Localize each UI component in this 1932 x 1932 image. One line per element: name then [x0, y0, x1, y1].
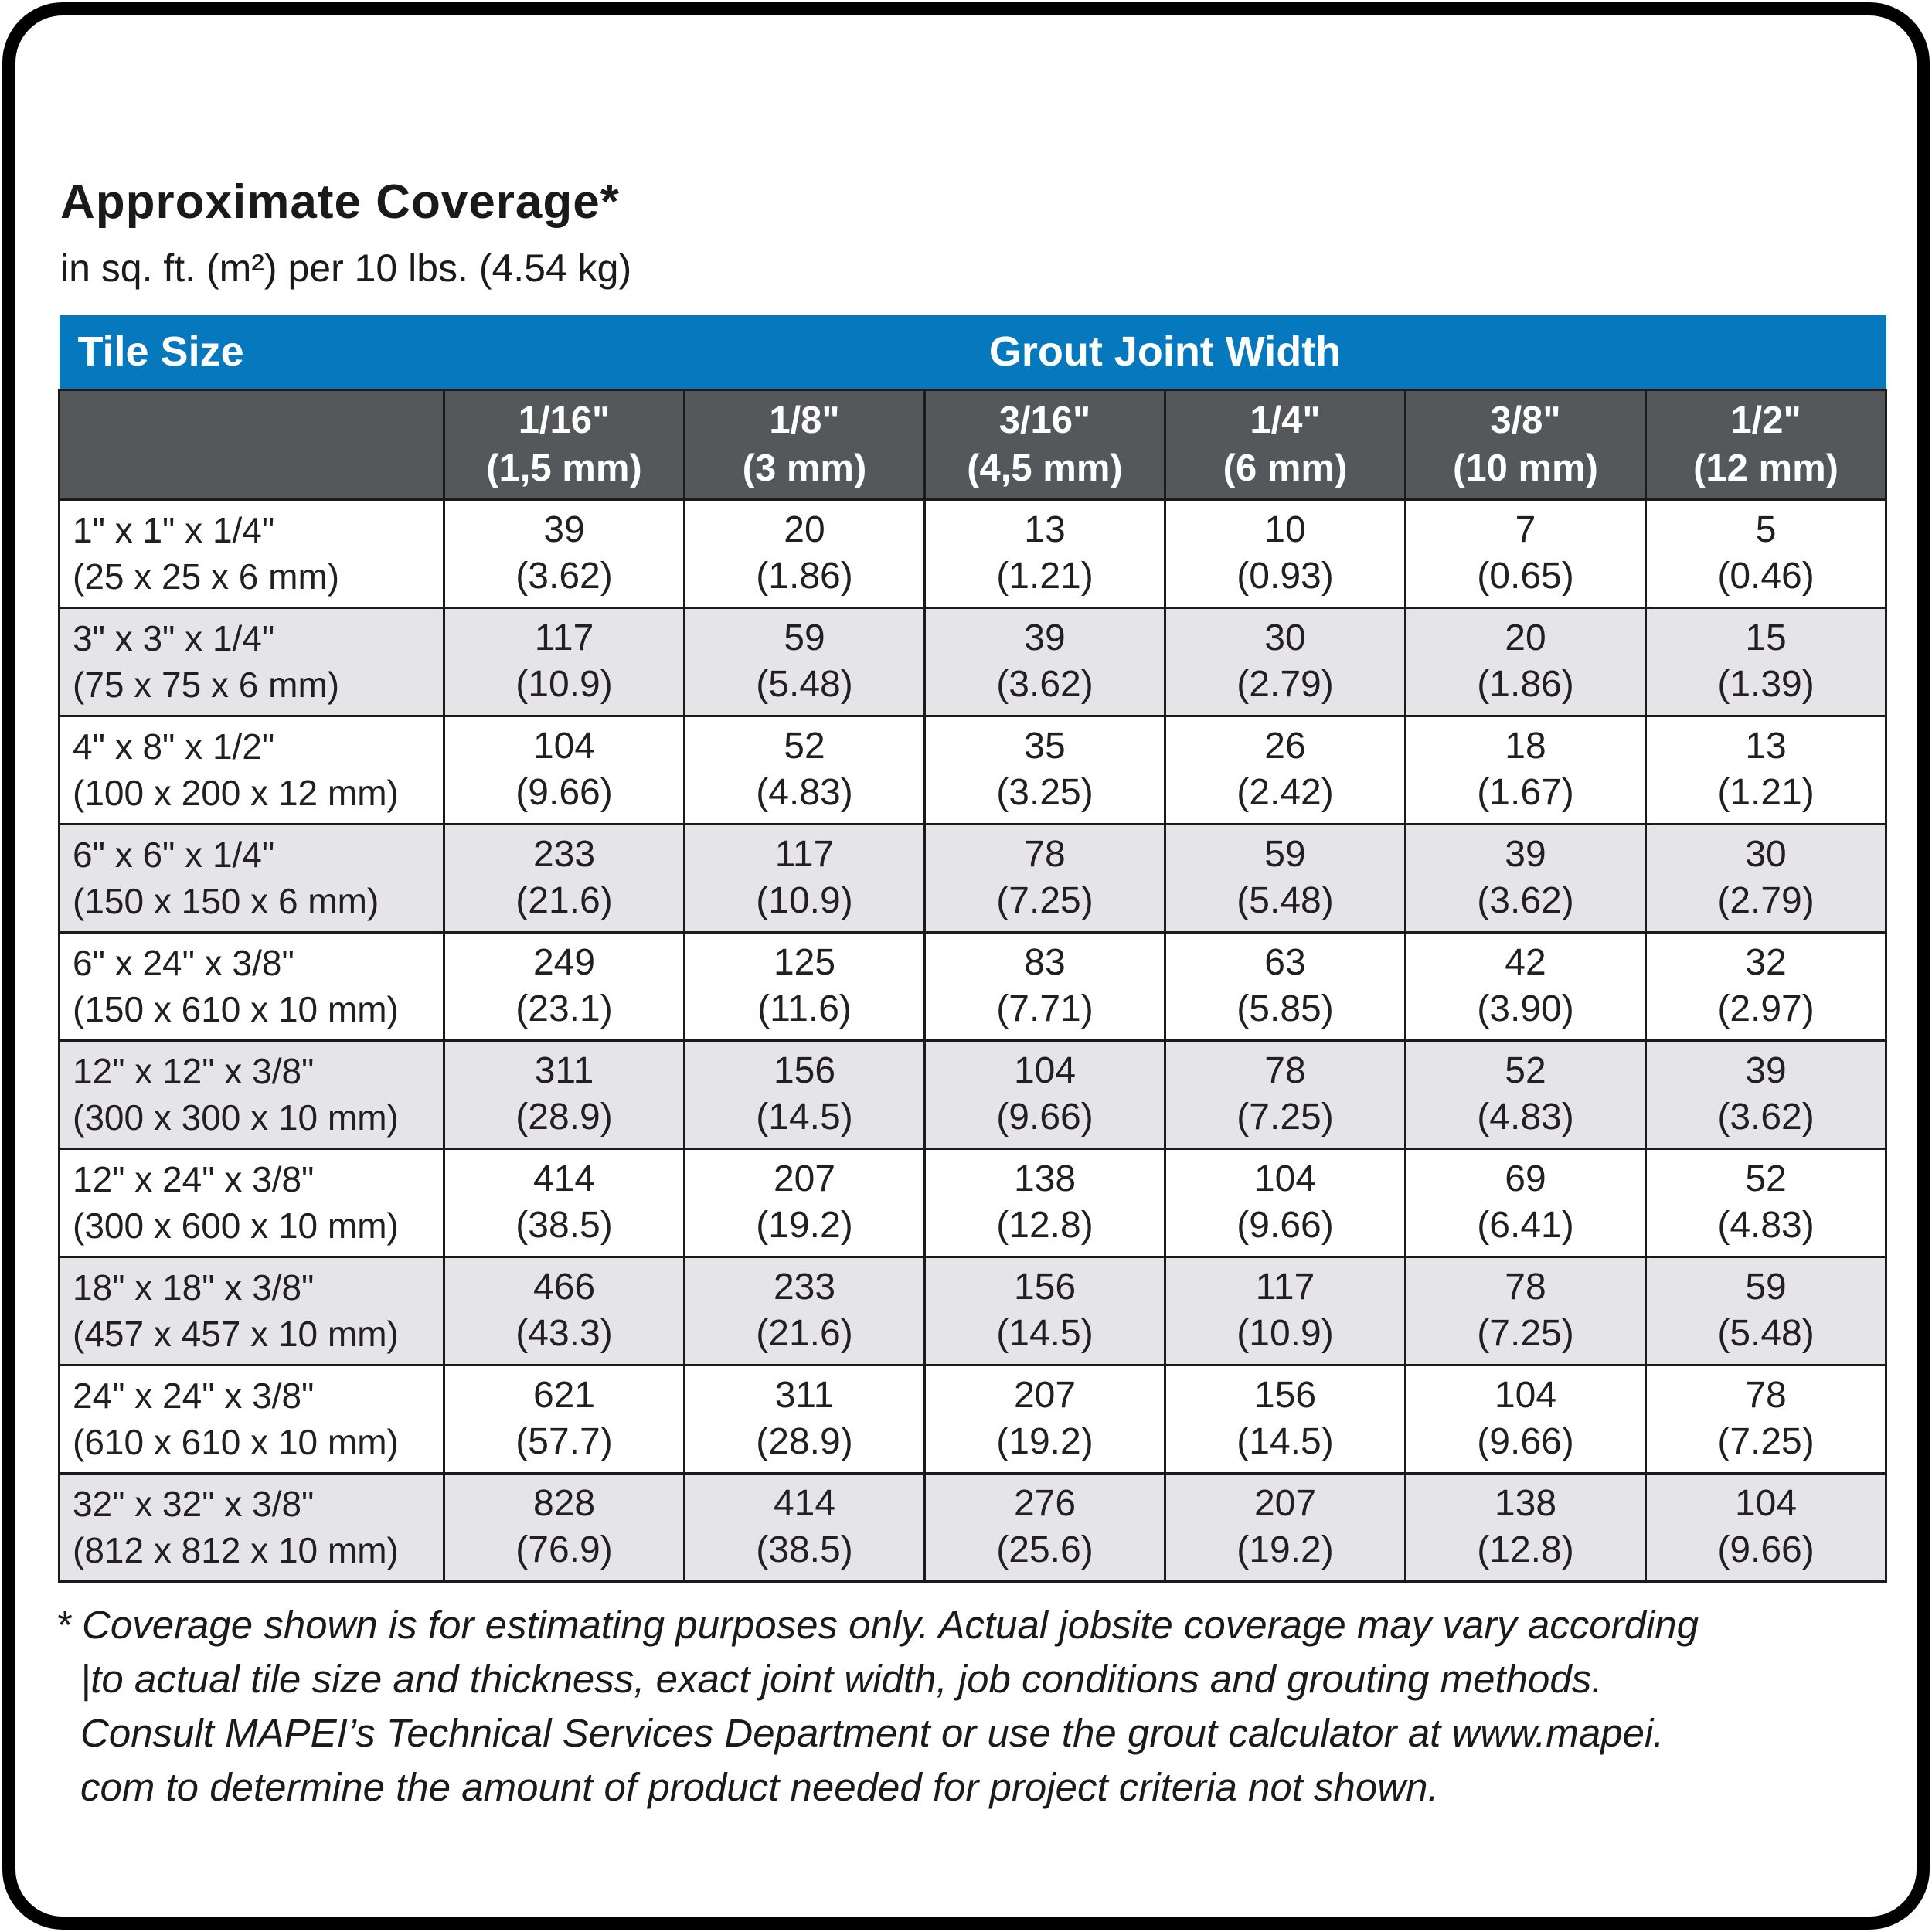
coverage-sqm: (1.21) — [996, 556, 1094, 597]
coverage-sqft: 39 — [1745, 1050, 1787, 1091]
coverage-sqm: (10.9) — [756, 880, 853, 921]
footnote-line: Consult MAPEI’s Technical Services Department or use the grout calculator at www.mapei. — [80, 1711, 1665, 1755]
coverage-cell — [685, 1365, 925, 1473]
grout-width-column-header — [444, 389, 685, 499]
coverage-cell — [685, 1473, 925, 1581]
tile-size-header: Tile Size — [60, 315, 444, 389]
coverage-sqft: 117 — [774, 834, 835, 875]
corner-cell — [60, 389, 444, 499]
table-row — [60, 1257, 1886, 1365]
coverage-cell — [685, 499, 925, 607]
tile-size-mm: (300 x 600 x 10 mm) — [73, 1206, 399, 1246]
coverage-cell — [1646, 716, 1886, 824]
coverage-sqm: (0.46) — [1717, 556, 1815, 597]
tile-size-cell — [60, 1257, 444, 1365]
coverage-cell — [1406, 716, 1646, 824]
coverage-sqft: 156 — [773, 1050, 836, 1091]
coverage-sqm: (76.9) — [515, 1529, 613, 1570]
coverage-sqm: (2.97) — [1717, 988, 1815, 1029]
coverage-sqft: 207 — [773, 1158, 836, 1199]
grout-width-mm: (10 mm) — [1453, 447, 1598, 489]
coverage-sqm: (9.66) — [1717, 1529, 1815, 1570]
coverage-sqft: 15 — [1745, 617, 1787, 658]
coverage-cell — [1165, 1473, 1406, 1581]
coverage-sqft: 30 — [1264, 617, 1306, 658]
tile-size-inches: 6" x 24" x 3/8" — [73, 943, 294, 983]
grout-width-column-header — [685, 389, 925, 499]
table-row — [60, 1040, 1886, 1148]
coverage-cell — [1165, 932, 1406, 1040]
coverage-sqft: 52 — [1505, 1050, 1546, 1091]
coverage-sqm: (0.93) — [1236, 556, 1334, 597]
page-subtitle: in sq. ft. (m²) per 10 lbs. (4.54 kg) — [60, 247, 632, 290]
coverage-sqm: (19.2) — [1236, 1529, 1334, 1570]
table-row — [60, 824, 1886, 932]
coverage-cell — [444, 1473, 685, 1581]
tile-size-cell — [60, 499, 444, 607]
coverage-sqft: 138 — [1013, 1158, 1077, 1199]
tile-size-mm: (457 x 457 x 10 mm) — [73, 1314, 399, 1354]
coverage-sqm: (7.25) — [1236, 1097, 1334, 1138]
coverage-sqft: 117 — [1255, 1267, 1315, 1308]
coverage-sqm: (28.9) — [756, 1421, 853, 1462]
coverage-cell — [1646, 1473, 1886, 1581]
tile-size-cell — [60, 1473, 444, 1581]
table-row — [60, 1148, 1886, 1257]
tile-size-mm: (610 x 610 x 10 mm) — [73, 1422, 399, 1462]
coverage-sqft: 30 — [1745, 834, 1787, 875]
tile-size-cell — [60, 824, 444, 932]
coverage-cell — [444, 824, 685, 932]
tile-size-cell — [60, 1040, 444, 1148]
grout-width-mm: (1,5 mm) — [486, 447, 642, 489]
coverage-sqft: 42 — [1505, 942, 1546, 983]
coverage-sqft: 249 — [532, 942, 596, 983]
coverage-cell — [685, 716, 925, 824]
tile-size-inches: 12" x 24" x 3/8" — [73, 1159, 315, 1199]
tile-size-inches: 6" x 6" x 1/4" — [73, 835, 275, 875]
coverage-sqft: 414 — [532, 1158, 596, 1199]
coverage-cell — [1406, 607, 1646, 716]
coverage-sqm: (10.9) — [1236, 1313, 1334, 1354]
tile-size-mm: (300 x 300 x 10 mm) — [73, 1097, 399, 1138]
coverage-cell — [925, 607, 1165, 716]
coverage-sqft: 39 — [543, 509, 585, 550]
table-row — [60, 499, 1886, 607]
coverage-sqm: (5.48) — [756, 664, 853, 705]
coverage-sqm: (1.86) — [1477, 664, 1574, 705]
tile-size-mm: (812 x 812 x 10 mm) — [73, 1530, 399, 1570]
coverage-sqft: 78 — [1745, 1375, 1787, 1416]
coverage-cell — [925, 1473, 1165, 1581]
coverage-cell — [1165, 716, 1406, 824]
grout-width-column-header — [1406, 389, 1646, 499]
coverage-sqm: (4.83) — [1477, 1097, 1574, 1138]
coverage-cell — [1406, 1148, 1646, 1257]
coverage-sqm: (9.66) — [1236, 1205, 1334, 1246]
coverage-sqft: 138 — [1494, 1483, 1557, 1524]
coverage-sqft: 156 — [1013, 1267, 1077, 1308]
coverage-sqm: (0.65) — [1477, 556, 1574, 597]
coverage-sqm: (23.1) — [515, 988, 613, 1029]
coverage-sqft: 311 — [774, 1375, 835, 1416]
coverage-cell — [1646, 1148, 1886, 1257]
coverage-sqm: (38.5) — [756, 1529, 853, 1570]
coverage-sqm: (12.8) — [1477, 1529, 1574, 1570]
coverage-cell — [925, 716, 1165, 824]
tile-size-mm: (150 x 610 x 10 mm) — [73, 989, 399, 1029]
tile-size-mm: (75 x 75 x 6 mm) — [73, 665, 340, 705]
coverage-sqm: (9.66) — [996, 1097, 1094, 1138]
coverage-cell — [1646, 932, 1886, 1040]
column-header-row — [60, 389, 1886, 499]
coverage-sqm: (57.7) — [515, 1421, 613, 1462]
coverage-sqm: (2.42) — [1236, 772, 1334, 813]
tile-size-inches: 3" x 3" x 1/4" — [73, 618, 275, 658]
coverage-sqm: (7.71) — [996, 988, 1094, 1029]
coverage-sqm: (4.83) — [756, 772, 853, 813]
tile-size-mm: (100 x 200 x 12 mm) — [73, 773, 399, 813]
coverage-sqft: 18 — [1505, 726, 1546, 767]
footnote-line: com to determine the amount of product needed for project criteria not shown. — [80, 1765, 1439, 1809]
tile-size-cell — [60, 607, 444, 716]
grout-width-inches: 3/8" — [1490, 400, 1561, 441]
grout-joint-width-header: Grout Joint Width — [444, 315, 1886, 389]
coverage-cell — [925, 499, 1165, 607]
coverage-sqft: 5 — [1755, 509, 1777, 550]
coverage-sqm: (4.83) — [1717, 1205, 1815, 1246]
coverage-sqft: 39 — [1024, 617, 1066, 658]
coverage-sqft: 78 — [1505, 1267, 1546, 1308]
grout-width-mm: (6 mm) — [1223, 447, 1348, 489]
coverage-sqft: 828 — [532, 1483, 596, 1524]
coverage-cell — [1646, 824, 1886, 932]
coverage-sqft: 104 — [532, 726, 596, 767]
coverage-sqft: 59 — [1745, 1267, 1787, 1308]
coverage-cell — [925, 824, 1165, 932]
coverage-sqft: 233 — [773, 1267, 836, 1308]
coverage-sqft: 20 — [784, 509, 825, 550]
coverage-sqm: (7.25) — [1477, 1313, 1574, 1354]
coverage-sqm: (3.90) — [1477, 988, 1574, 1029]
coverage-sqft: 7 — [1515, 509, 1536, 550]
coverage-sqm: (1.21) — [1717, 772, 1815, 813]
coverage-sqft: 10 — [1264, 509, 1306, 550]
grout-width-column-header — [925, 389, 1165, 499]
footnote-line: * Coverage shown is for estimating purposes only. Actual jobsite coverage may vary according — [56, 1603, 1699, 1647]
coverage-sqm: (3.62) — [515, 556, 613, 597]
coverage-sqft: 35 — [1024, 726, 1066, 767]
coverage-sqft: 52 — [1745, 1158, 1787, 1199]
grout-width-mm: (4,5 mm) — [967, 447, 1123, 489]
coverage-sqft: 104 — [1253, 1158, 1317, 1199]
coverage-cell — [1646, 1040, 1886, 1148]
table-row — [60, 607, 1886, 716]
coverage-sqm: (21.6) — [756, 1313, 853, 1354]
coverage-sqft: 233 — [532, 834, 596, 875]
coverage-sqm: (5.48) — [1717, 1313, 1815, 1354]
coverage-sqft: 78 — [1264, 1050, 1306, 1091]
coverage-cell — [1406, 1473, 1646, 1581]
coverage-cell — [925, 1257, 1165, 1365]
coverage-sqm: (43.3) — [515, 1313, 613, 1354]
coverage-cell — [685, 1257, 925, 1365]
coverage-cell — [925, 1148, 1165, 1257]
coverage-sqft: 26 — [1264, 726, 1306, 767]
table-row — [60, 716, 1886, 824]
coverage-sqm: (9.66) — [1477, 1421, 1574, 1462]
coverage-sqft: 63 — [1264, 942, 1306, 983]
coverage-sqm: (19.2) — [756, 1205, 853, 1246]
coverage-cell — [925, 1040, 1165, 1148]
coverage-sqm: (7.25) — [1717, 1421, 1815, 1462]
coverage-cell — [444, 499, 685, 607]
coverage-table — [58, 315, 1887, 1583]
table-row — [60, 1473, 1886, 1581]
coverage-cell — [1406, 1365, 1646, 1473]
coverage-cell — [1165, 499, 1406, 607]
coverage-sqft: 125 — [773, 942, 836, 983]
coverage-sqft: 69 — [1505, 1158, 1546, 1199]
coverage-sqft: 311 — [534, 1050, 594, 1091]
coverage-cell — [685, 824, 925, 932]
coverage-cell — [1165, 607, 1406, 716]
tile-size-cell — [60, 1148, 444, 1257]
coverage-sqft: 39 — [1505, 834, 1546, 875]
coverage-cell — [685, 932, 925, 1040]
grout-width-inches: 3/16" — [998, 400, 1091, 441]
tile-size-inches: 12" x 12" x 3/8" — [73, 1051, 315, 1091]
coverage-cell — [685, 1040, 925, 1148]
coverage-sqm: (1.39) — [1717, 664, 1815, 705]
coverage-cell — [925, 932, 1165, 1040]
coverage-sqm: (7.25) — [996, 880, 1094, 921]
coverage-sqm: (3.62) — [1477, 880, 1574, 921]
coverage-cell — [1646, 499, 1886, 607]
grout-width-column-header — [1165, 389, 1406, 499]
coverage-sqft: 466 — [532, 1267, 596, 1308]
coverage-sqm: (2.79) — [1236, 664, 1334, 705]
tile-size-inches: 24" x 24" x 3/8" — [73, 1376, 315, 1416]
tile-size-inches: 18" x 18" x 3/8" — [73, 1267, 315, 1308]
coverage-cell — [1406, 824, 1646, 932]
tile-size-cell — [60, 932, 444, 1040]
coverage-sqft: 13 — [1024, 509, 1066, 550]
coverage-cell — [1165, 1365, 1406, 1473]
coverage-sqft: 59 — [784, 617, 825, 658]
coverage-cell — [1646, 1257, 1886, 1365]
coverage-cell — [1406, 499, 1646, 607]
coverage-sqft: 52 — [784, 726, 825, 767]
coverage-sqft: 276 — [1013, 1483, 1077, 1524]
coverage-sqft: 104 — [1494, 1375, 1557, 1416]
table-header-row — [60, 315, 1886, 389]
coverage-cell — [1165, 1040, 1406, 1148]
coverage-cell — [685, 607, 925, 716]
grout-width-inches: 1/4" — [1250, 400, 1321, 441]
coverage-cell — [444, 1148, 685, 1257]
footnote — [56, 1598, 1910, 1815]
coverage-sqm: (3.62) — [1717, 1097, 1815, 1138]
coverage-sqft: 117 — [534, 617, 594, 658]
coverage-cell — [444, 1365, 685, 1473]
coverage-sqft: 156 — [1253, 1375, 1317, 1416]
grout-width-mm: (12 mm) — [1693, 447, 1838, 489]
coverage-sqft: 104 — [1734, 1483, 1798, 1524]
coverage-sqm: (14.5) — [756, 1097, 853, 1138]
coverage-cell — [685, 1148, 925, 1257]
coverage-cell — [444, 716, 685, 824]
page-title: Approximate Coverage* — [60, 175, 620, 229]
tile-size-cell — [60, 1365, 444, 1473]
coverage-sqm: (11.6) — [757, 988, 852, 1029]
coverage-cell — [1165, 1257, 1406, 1365]
coverage-sqft: 414 — [773, 1483, 836, 1524]
tile-size-inches: 32" x 32" x 3/8" — [73, 1484, 315, 1524]
coverage-cell — [444, 1257, 685, 1365]
tile-size-cell — [60, 716, 444, 824]
grout-width-column-header — [1646, 389, 1886, 499]
footnote-line: |to actual tile size and thickness, exact joint width, job conditions and grouting methods. — [80, 1657, 1603, 1701]
coverage-sqm: (6.41) — [1477, 1205, 1574, 1246]
coverage-sqft: 32 — [1745, 942, 1787, 983]
coverage-sqm: (12.8) — [996, 1205, 1094, 1246]
coverage-cell — [1165, 1148, 1406, 1257]
coverage-cell — [1406, 1040, 1646, 1148]
coverage-sqm: (25.6) — [996, 1529, 1094, 1570]
coverage-sqft: 20 — [1505, 617, 1546, 658]
coverage-sqft: 78 — [1024, 834, 1066, 875]
coverage-cell — [444, 1040, 685, 1148]
coverage-sqm: (3.25) — [996, 772, 1094, 813]
tile-size-inches: 4" x 8" x 1/2" — [73, 726, 275, 767]
grout-width-inches: 1/8" — [769, 400, 840, 441]
coverage-sqm: (14.5) — [1236, 1421, 1334, 1462]
coverage-cell — [1646, 607, 1886, 716]
coverage-cell — [1406, 932, 1646, 1040]
coverage-sqm: (2.79) — [1717, 880, 1815, 921]
coverage-sqft: 13 — [1745, 726, 1787, 767]
coverage-sqft: 59 — [1264, 834, 1306, 875]
tile-size-inches: 1" x 1" x 1/4" — [73, 510, 275, 550]
table-row — [60, 1365, 1886, 1473]
coverage-sqm: (5.48) — [1236, 880, 1334, 921]
coverage-cell — [444, 607, 685, 716]
grout-width-mm: (3 mm) — [742, 447, 867, 489]
coverage-sqm: (1.86) — [756, 556, 853, 597]
grout-width-inches: 1/16" — [518, 400, 611, 441]
coverage-sqm: (3.62) — [996, 664, 1094, 705]
coverage-cell — [1165, 824, 1406, 932]
coverage-cell — [1646, 1365, 1886, 1473]
coverage-sqm: (28.9) — [515, 1097, 613, 1138]
coverage-sqm: (14.5) — [996, 1313, 1094, 1354]
coverage-sqm: (9.66) — [515, 772, 613, 813]
coverage-sqft: 104 — [1013, 1050, 1077, 1091]
coverage-cell — [444, 932, 685, 1040]
grout-width-inches: 1/2" — [1730, 400, 1801, 441]
coverage-sqm: (1.67) — [1477, 772, 1574, 813]
tile-size-mm: (150 x 150 x 6 mm) — [73, 881, 379, 921]
tile-size-mm: (25 x 25 x 6 mm) — [73, 556, 340, 597]
table-row — [60, 932, 1886, 1040]
coverage-cell — [925, 1365, 1165, 1473]
coverage-sqft: 207 — [1013, 1375, 1077, 1416]
coverage-sqm: (21.6) — [515, 880, 613, 921]
coverage-sqm: (38.5) — [515, 1205, 613, 1246]
coverage-sqm: (5.85) — [1236, 988, 1334, 1029]
coverage-sqft: 207 — [1253, 1483, 1317, 1524]
coverage-sqm: (10.9) — [515, 664, 613, 705]
coverage-sqm: (19.2) — [996, 1421, 1094, 1462]
coverage-sqft: 83 — [1024, 942, 1066, 983]
coverage-cell — [1406, 1257, 1646, 1365]
coverage-sqft: 621 — [532, 1375, 596, 1416]
